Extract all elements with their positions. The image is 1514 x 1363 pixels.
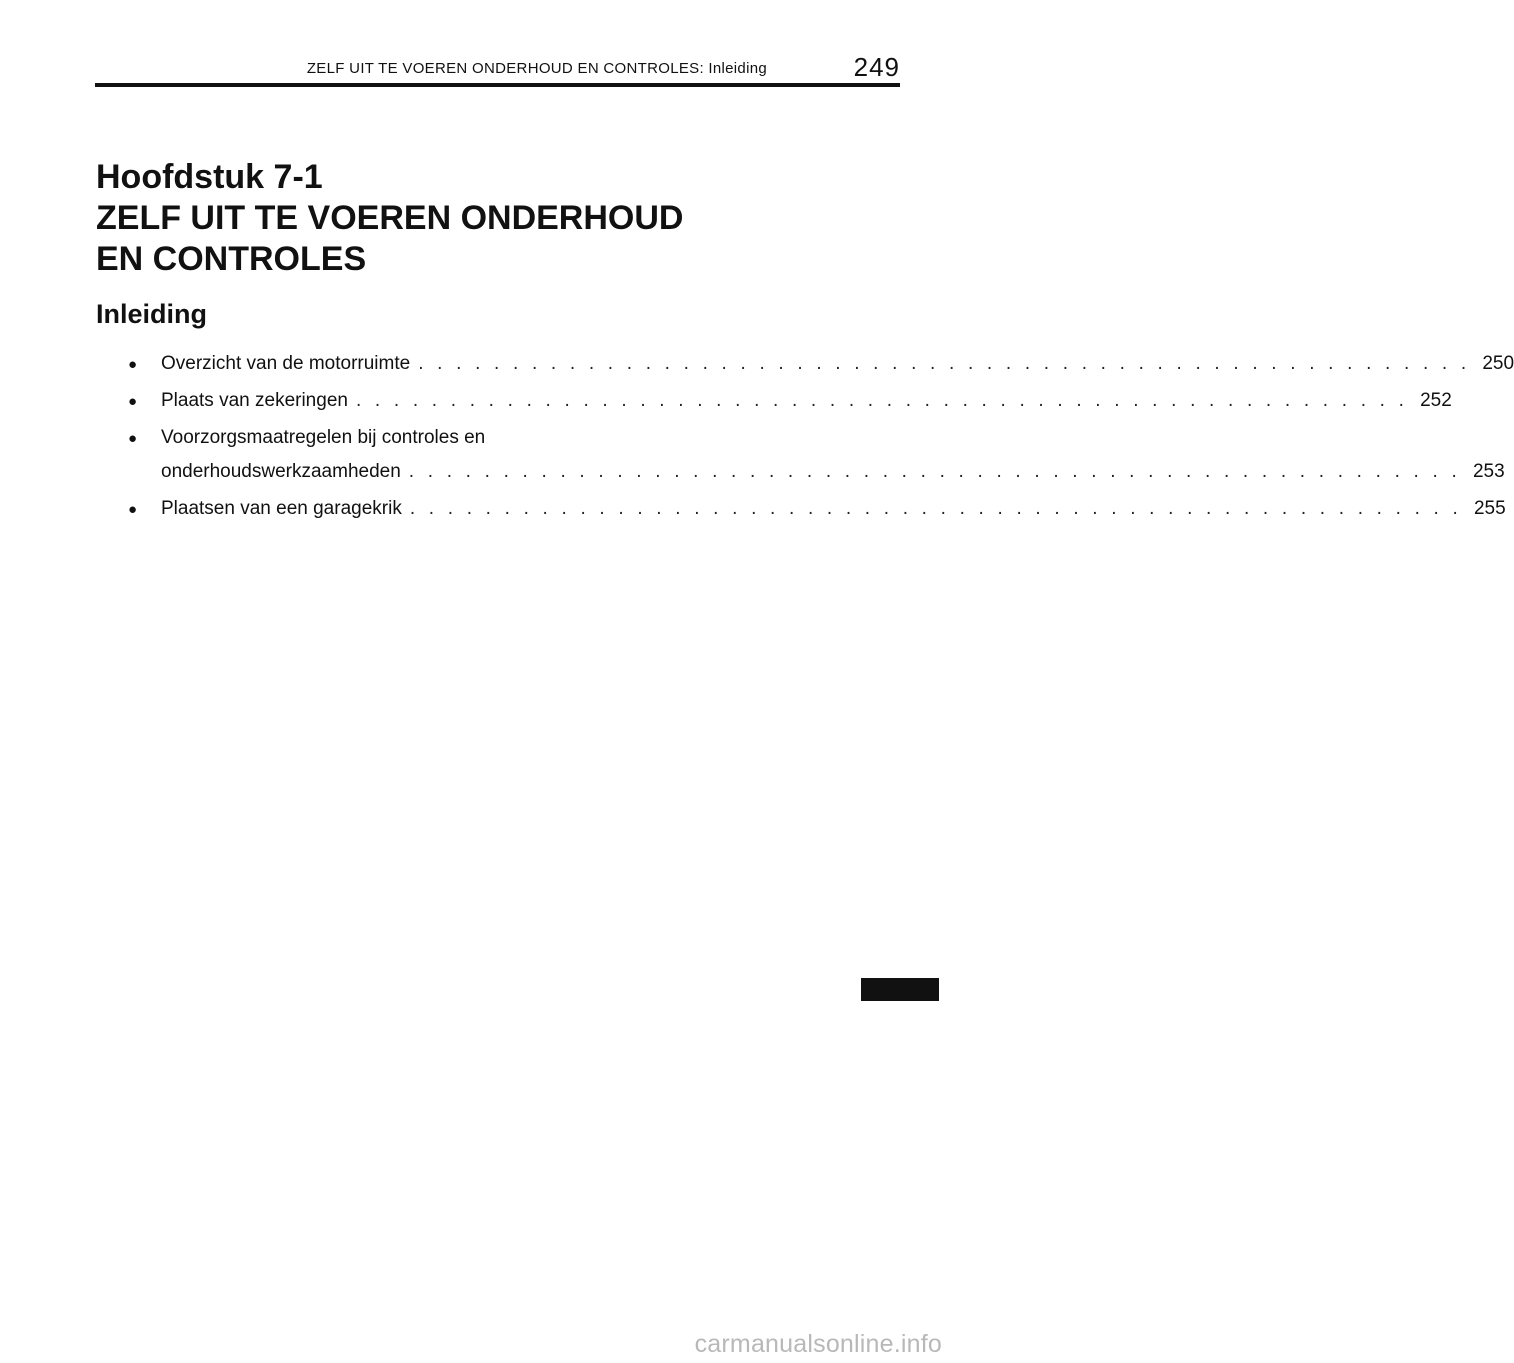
- chapter-title-line-3: EN CONTROLES: [96, 240, 367, 278]
- toc-item-page: 253: [1472, 461, 1505, 482]
- toc-item-page: 250: [1482, 353, 1514, 374]
- toc-item-label: Plaatsen van een garagekrik: [161, 498, 402, 519]
- bullet-icon: ●: [128, 430, 138, 447]
- bullet-icon: ●: [128, 393, 138, 410]
- dot-leader: . . . . . . . . . . . . . . . . . . . . . . . . . . . . . . . . . . . . . . . . . . . . . . . . . . . . . . . .: [408, 461, 1461, 482]
- chapter-title-line-2: ZELF UIT TE VOEREN ONDERHOUD: [96, 199, 684, 237]
- dot-leader: . . . . . . . . . . . . . . . . . . . . . . . . . . . . . . . . . . . . . . . . . . . . . . . . . . . . . . . .: [355, 390, 1409, 411]
- toc-item-label-continued: onderhoudswerkzaamheden: [161, 461, 401, 482]
- toc-item-engine-overview[interactable]: [128, 350, 1514, 378]
- section-tab-marker: [861, 978, 939, 1001]
- chapter-title-line-1: Hoofdstuk 7-1: [96, 158, 323, 196]
- header-rule: [95, 83, 900, 87]
- toc-item-precautions[interactable]: [128, 424, 1505, 486]
- toc-item-label: Voorzorgsmaatregelen bij controles en: [161, 427, 486, 448]
- header-title: ZELF UIT TE VOEREN ONDERHOUD EN CONTROLES: Inleiding: [306, 60, 767, 77]
- watermark-text: carmanualsonline.info: [694, 1330, 942, 1358]
- dot-leader: . . . . . . . . . . . . . . . . . . . . . . . . . . . . . . . . . . . . . . . . . . . . . . . . . . . . . . . .: [418, 353, 1471, 374]
- page-header: [95, 52, 900, 86]
- toc-item-page: 252: [1420, 390, 1452, 411]
- bullet-icon: ●: [128, 501, 138, 518]
- chapter-title: [96, 157, 856, 280]
- toc-item-label: Overzicht van de motorruimte: [161, 353, 411, 374]
- toc-item-page: 255: [1473, 498, 1506, 519]
- toc-item-jack-placement[interactable]: [128, 495, 1506, 523]
- header-page-number: 249: [853, 52, 900, 82]
- bullet-icon: ●: [128, 356, 138, 373]
- table-of-contents: [128, 350, 1514, 532]
- section-title: Inleiding: [96, 299, 207, 329]
- toc-item-fuse-locations[interactable]: [128, 387, 1452, 415]
- toc-item-label: Plaats van zekeringen: [161, 390, 348, 411]
- dot-leader: . . . . . . . . . . . . . . . . . . . . . . . . . . . . . . . . . . . . . . . . . . . . . . . . . . . . . . . .: [409, 498, 1462, 519]
